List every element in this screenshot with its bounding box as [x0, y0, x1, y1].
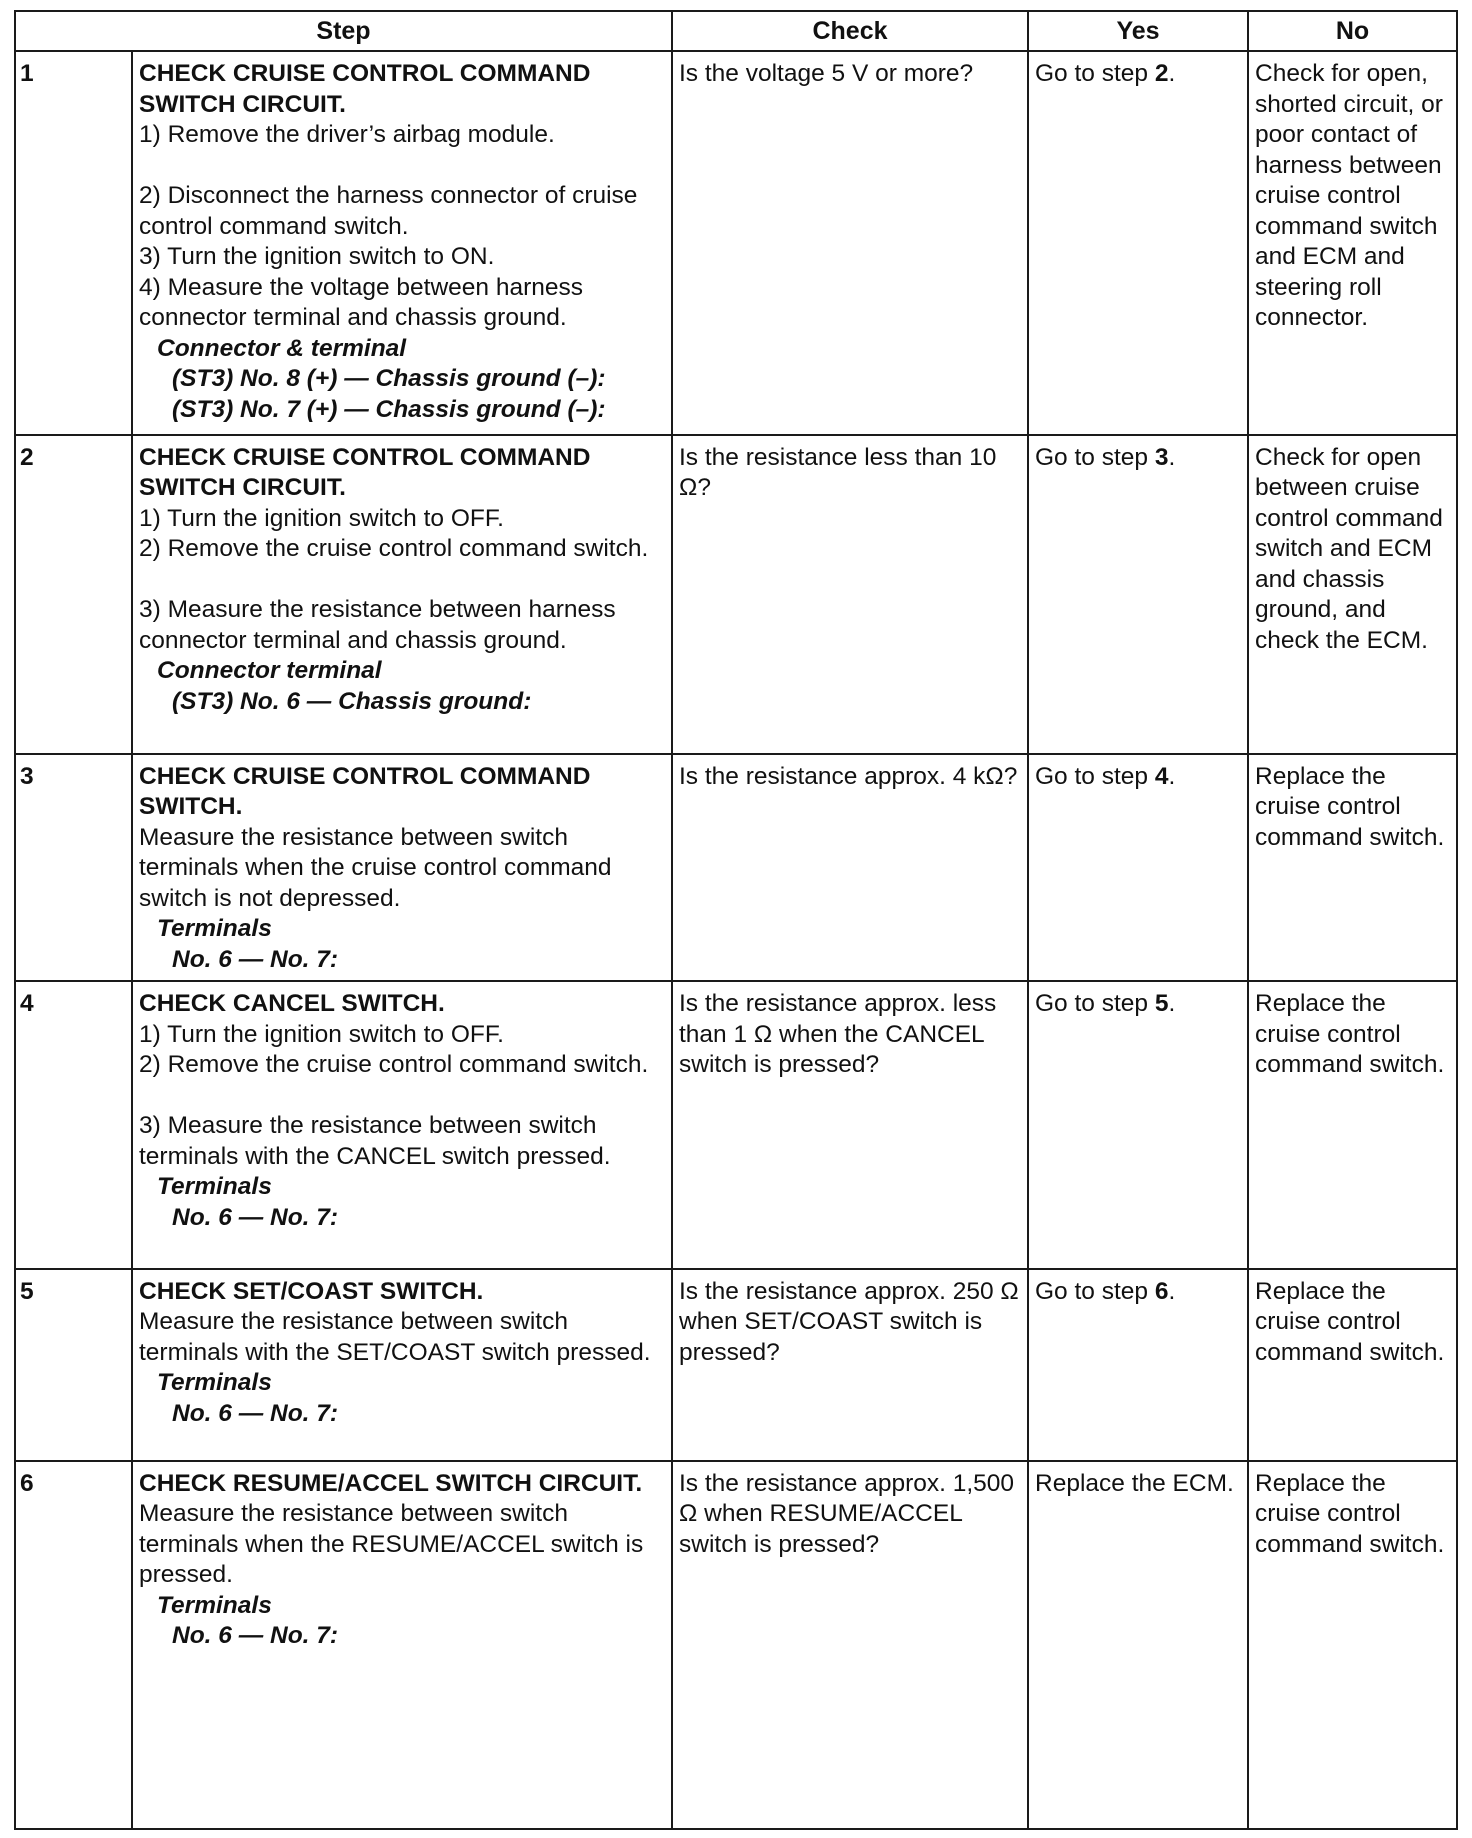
yes-suffix: . — [1168, 60, 1176, 87]
yes-cell — [1028, 1461, 1248, 1829]
check-cell: Is the resistance approx. 250 Ω when SET/COAST switch is pressed? — [672, 1269, 1028, 1461]
step-cell — [132, 981, 672, 1268]
no-cell: Check for open, shorted circuit, or poor contact of harness between cruise control command switch and ECM and steering roll connector. — [1248, 51, 1457, 435]
table-row — [15, 1269, 1457, 1461]
instruction-line: 2) Remove the cruise control command switch. — [139, 1051, 649, 1079]
spec-value: No. 6 — No. 7: — [172, 1622, 339, 1650]
step-cell — [132, 1269, 672, 1461]
step-title: CHECK CRUISE CONTROL COMMAND SWITCH. — [139, 762, 591, 821]
table-row — [15, 981, 1457, 1268]
yes-suffix: . — [1168, 990, 1176, 1018]
instruction-line: 3) Measure the resistance between switch terminals with the CANCEL switch pressed. — [139, 1112, 611, 1170]
table-row — [15, 51, 1457, 435]
spec-label: Terminals — [157, 1591, 272, 1619]
step-cell — [132, 1461, 672, 1829]
yes-text: Go to step — [1035, 443, 1155, 471]
diagnostic-table — [14, 10, 1458, 1830]
spec-label: Terminals — [157, 1173, 272, 1201]
no-cell: Replace the cruise control command switch. — [1248, 981, 1457, 1268]
instruction-line: 1) Turn the ignition switch to OFF. — [139, 1020, 504, 1048]
diagnostic-table-container — [14, 10, 1456, 1830]
instruction-line: 2) Disconnect the harness connector of cruise control command switch. — [139, 182, 638, 240]
header-no: No — [1248, 11, 1457, 51]
check-cell: Is the resistance approx. less than 1 Ω when the CANCEL switch is pressed? — [672, 981, 1028, 1268]
instruction-line: 2) Remove the cruise control command switch. — [139, 535, 649, 563]
yes-cell — [1028, 754, 1248, 982]
instruction-line: 3) Measure the resistance between harness connector terminal and chassis ground. — [139, 596, 616, 654]
yes-step-number: 5 — [1154, 990, 1169, 1018]
yes-suffix: . — [1168, 1277, 1176, 1305]
instruction-line: 4) Measure the voltage between harness connector terminal and chassis ground. — [139, 273, 583, 331]
step-number: 5 — [15, 1269, 132, 1461]
step-cell — [132, 435, 672, 754]
check-cell: Is the resistance less than 10 Ω? — [672, 435, 1028, 754]
yes-text: Go to step — [1035, 762, 1155, 790]
table-body — [15, 51, 1457, 1829]
yes-step-number: 2 — [1154, 60, 1169, 87]
instruction-line: 1) Remove the driver’s airbag module. — [139, 121, 555, 148]
check-cell: Is the voltage 5 V or more? — [672, 51, 1028, 435]
yes-text: Go to step — [1035, 990, 1155, 1018]
spec-label: Connector & terminal — [157, 334, 407, 362]
step-number: 4 — [15, 981, 132, 1268]
yes-text: Go to step — [1035, 60, 1155, 87]
no-cell: Check for open between cruise control command switch and ECM and chassis ground, and check the ECM. — [1248, 435, 1457, 754]
header-check: Check — [672, 11, 1028, 51]
instruction-line: 1) Turn the ignition switch to OFF. — [139, 504, 504, 532]
header-step: Step — [15, 11, 672, 51]
step-cell — [132, 754, 672, 982]
yes-suffix: . — [1168, 443, 1176, 471]
step-number: 6 — [15, 1461, 132, 1829]
yes-cell — [1028, 51, 1248, 435]
yes-step-number: 4 — [1154, 762, 1169, 790]
step-number: 3 — [15, 754, 132, 982]
spec-label: Connector terminal — [157, 657, 382, 685]
blank-line — [139, 151, 665, 182]
no-cell: Replace the cruise control command switch. — [1248, 754, 1457, 982]
yes-suffix: . — [1168, 762, 1176, 790]
no-cell: Replace the cruise control command switch. — [1248, 1269, 1457, 1461]
spec-value: No. 6 — No. 7: — [172, 1399, 339, 1427]
yes-text: Go to step — [1035, 1277, 1155, 1305]
yes-step-number: 3 — [1154, 443, 1169, 471]
spec-value: No. 6 — No. 7: — [172, 945, 339, 973]
step-title: CHECK CANCEL SWITCH. — [139, 990, 445, 1018]
instruction-line: Measure the resistance between switch terminals with the SET/COAST switch pressed. — [139, 1308, 651, 1366]
table-row — [15, 754, 1457, 982]
spec-value: (ST3) No. 7 (+) — Chassis ground (–): — [172, 395, 606, 423]
spec-value: No. 6 — No. 7: — [172, 1203, 339, 1231]
spec-label: Terminals — [157, 1369, 272, 1397]
spec-value: (ST3) No. 6 — Chassis ground: — [172, 687, 532, 715]
step-title: CHECK SET/COAST SWITCH. — [139, 1277, 484, 1305]
step-title: CHECK RESUME/ACCEL SWITCH CIRCUIT. — [139, 1469, 643, 1497]
step-number: 1 — [15, 51, 132, 435]
yes-text: Replace the ECM. — [1035, 1469, 1234, 1497]
instruction-line: Measure the resistance between switch terminals when the cruise control command switch is not depressed. — [139, 823, 612, 912]
yes-cell — [1028, 1269, 1248, 1461]
yes-cell — [1028, 981, 1248, 1268]
instruction-line: Measure the resistance between switch terminals when the RESUME/ACCEL switch is pressed. — [139, 1500, 644, 1589]
check-cell: Is the resistance approx. 1,500 Ω when RESUME/ACCEL switch is pressed? — [672, 1461, 1028, 1829]
blank-line — [139, 1081, 665, 1112]
spec-value: (ST3) No. 8 (+) — Chassis ground (–): — [172, 365, 606, 392]
table-row — [15, 435, 1457, 754]
yes-cell — [1028, 435, 1248, 754]
blank-line — [139, 565, 665, 596]
header-row — [15, 11, 1457, 51]
step-title: CHECK CRUISE CONTROL COMMAND SWITCH CIRCUIT. — [139, 443, 591, 502]
step-number: 2 — [15, 435, 132, 754]
instruction-line: 3) Turn the ignition switch to ON. — [139, 243, 495, 270]
header-yes: Yes — [1028, 11, 1248, 51]
spec-label: Terminals — [157, 915, 272, 943]
step-cell — [132, 51, 672, 435]
table-row — [15, 1461, 1457, 1829]
no-cell: Replace the cruise control command switch. — [1248, 1461, 1457, 1829]
yes-step-number: 6 — [1154, 1277, 1169, 1305]
step-title: CHECK CRUISE CONTROL COMMAND SWITCH CIRCUIT. — [139, 60, 591, 118]
check-cell: Is the resistance approx. 4 kΩ? — [672, 754, 1028, 982]
